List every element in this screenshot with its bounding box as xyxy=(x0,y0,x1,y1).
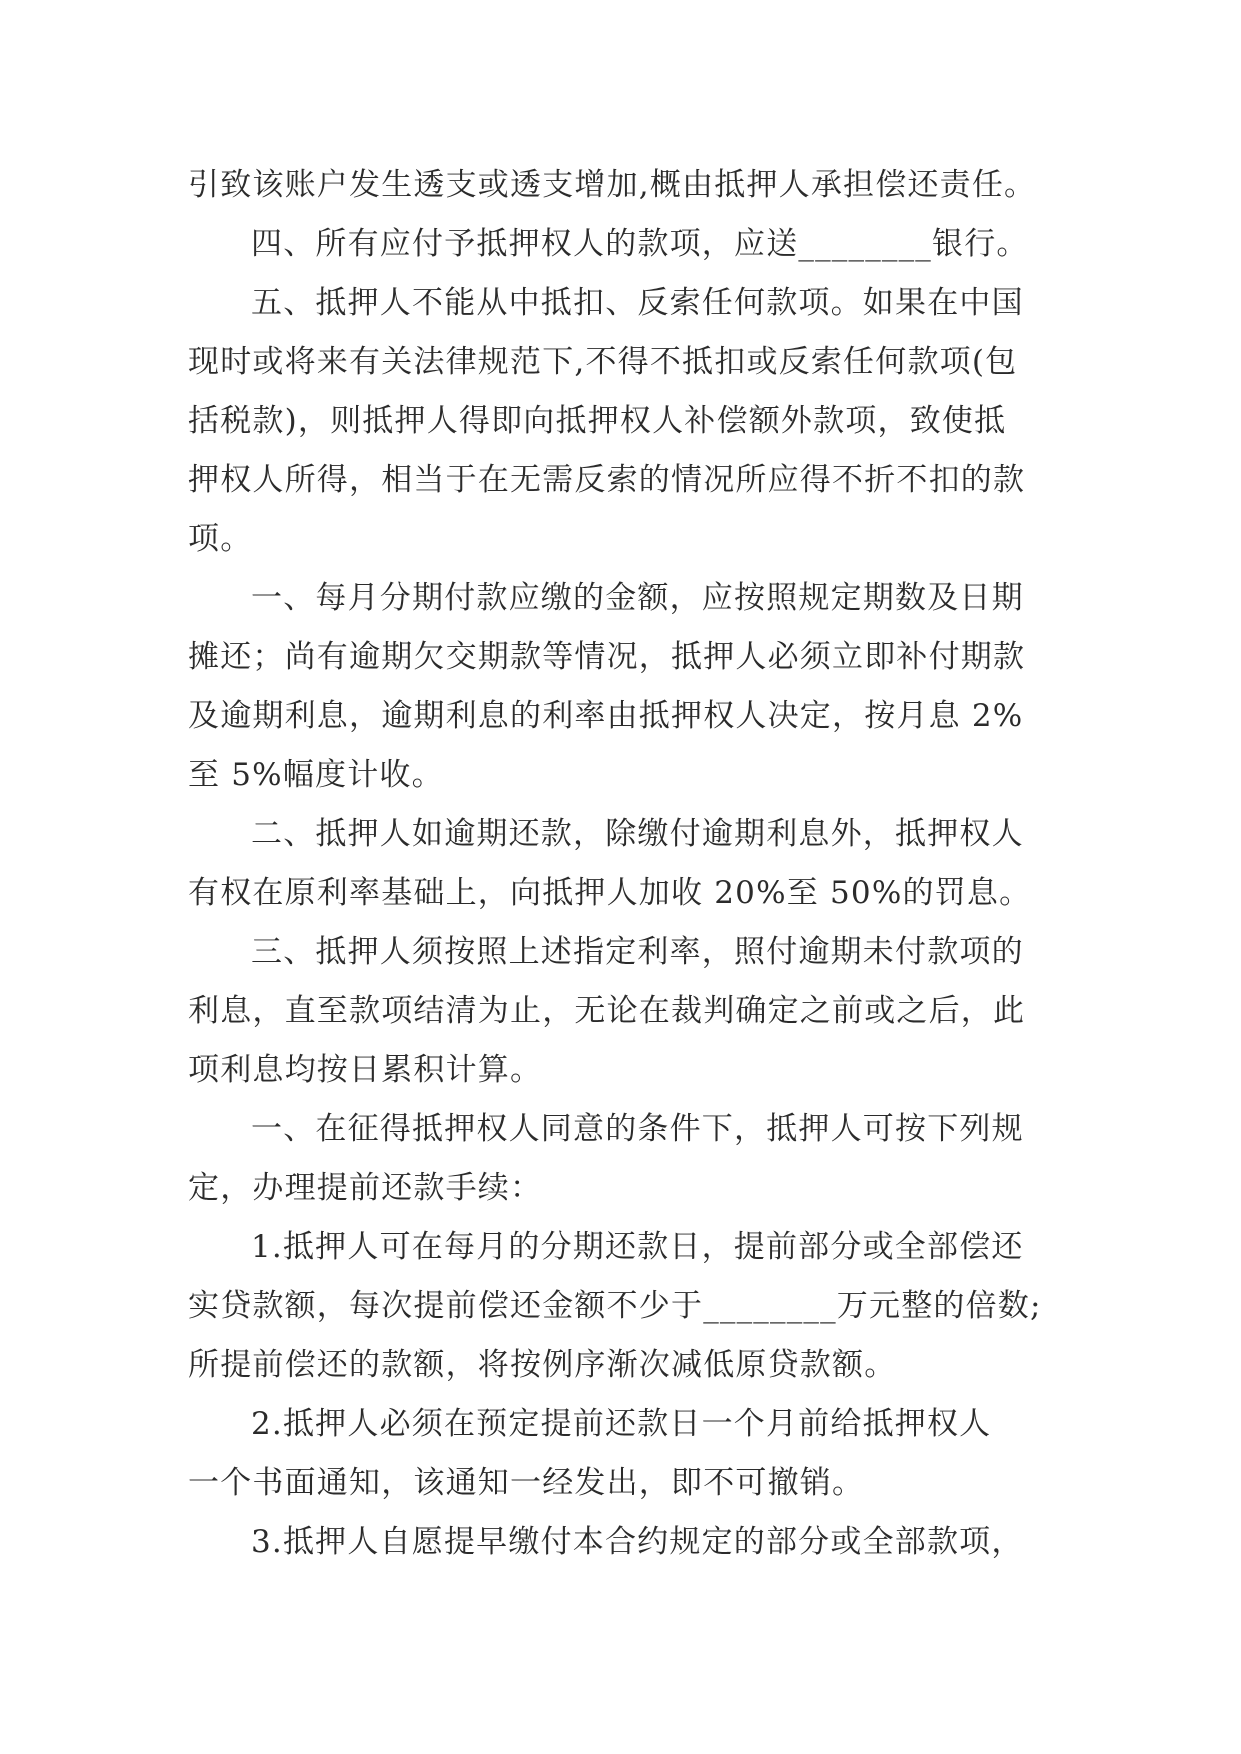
text-line: 三、抵押人须按照上述指定利率，照付逾期未付款项的 xyxy=(251,934,1024,970)
text-line: 一个书面通知，该通知一经发出，即不可撤销。 xyxy=(188,1465,865,1501)
text-line: 一、每月分期付款应缴的金额，应按照规定期数及日期 xyxy=(251,580,1024,616)
text-line: 二、抵押人如逾期还款，除缴付逾期利息外，抵押权人 xyxy=(251,816,1024,852)
text-line: 押权人所得，相当于在无需反索的情况所应得不折不扣的款 xyxy=(188,462,1026,498)
text-line: 及逾期利息，逾期利息的利率由抵押权人决定，按月息 2% xyxy=(188,698,1024,734)
text-line: 利息，直至款项结清为止，无论在裁判确定之前或之后，此 xyxy=(188,993,1026,1029)
text-line: 实贷款额，每次提前偿还金额不少于________万元整的倍数; xyxy=(188,1288,1042,1324)
text-line: 一、在征得抵押权人同意的条件下，抵押人可按下列规 xyxy=(251,1111,1024,1147)
text-line: 定，办理提前还款手续： xyxy=(188,1170,543,1206)
text-line: 现时或将来有关法律规范下,不得不抵扣或反索任何款项(包 xyxy=(188,344,1018,380)
text-line: 有权在原利率基础上，向抵押人加收 20%至 50%的罚息。 xyxy=(188,875,1032,911)
text-line: 摊还；尚有逾期欠交期款等情况，抵押人必须立即补付期款 xyxy=(188,639,1026,675)
text-line: 四、所有应付予抵押权人的款项，应送________银行。 xyxy=(251,226,1029,262)
text-line: 2.抵押人必须在预定提前还款日一个月前给抵押权人 xyxy=(251,1406,992,1442)
text-line: 括税款)，则抵押人得即向抵押权人补偿额外款项，致使抵 xyxy=(188,403,1007,439)
text-line: 项。 xyxy=(188,521,253,557)
text-line: 3.抵押人自愿提早缴付本合约规定的部分或全部款项， xyxy=(251,1524,1024,1560)
text-line: 1.抵押人可在每月的分期还款日，提前部分或全部偿还 xyxy=(251,1229,1024,1265)
text-line: 所提前偿还的款额，将按例序渐次减低原贷款额。 xyxy=(188,1347,897,1383)
text-line: 项利息均按日累积计算。 xyxy=(188,1052,543,1088)
text-line: 至 5%幅度计收。 xyxy=(188,757,444,793)
text-line: 引致该账户发生透支或透支增加,概由抵押人承担偿还责任。 xyxy=(188,167,1037,203)
document-body xyxy=(188,156,1068,1572)
text-line: 五、抵押人不能从中抵扣、反索任何款项。如果在中国 xyxy=(251,285,1024,321)
